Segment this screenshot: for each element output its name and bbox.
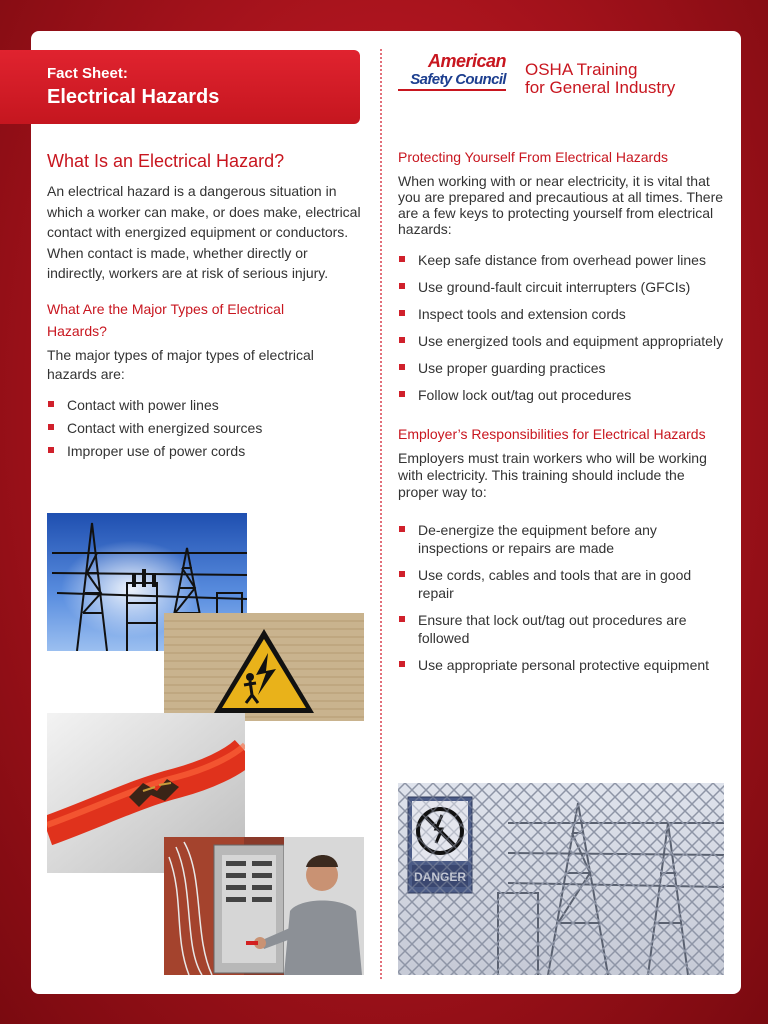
bullet-icon — [399, 526, 405, 532]
list-item-text: Contact with energized sources — [67, 419, 263, 436]
electrician-panel-photo — [164, 837, 364, 975]
logo-line-2: Safety Council — [410, 71, 506, 88]
list-item — [398, 278, 728, 296]
protecting-list — [398, 251, 728, 404]
bullet-icon — [399, 616, 405, 622]
logo-line-1: American — [427, 51, 506, 71]
list-item-text: Improper use of power cords — [67, 442, 246, 459]
list-item-text: Use proper guarding practices — [418, 360, 606, 376]
fenced-substation-photo — [398, 783, 724, 975]
protecting-intro: When working with or near electricity, it is vital that you are prepared and precautious at all times. There are a few keys to protecting yourself from electrical hazards: — [398, 173, 724, 237]
banner-label: Fact Sheet: — [47, 65, 128, 82]
bullet-icon — [399, 256, 405, 262]
list-item — [398, 386, 728, 404]
column-divider — [380, 49, 382, 979]
list-item-text: Contact with power lines — [67, 396, 219, 413]
list-item — [398, 305, 728, 323]
bullet-icon — [399, 364, 405, 370]
bullet-icon — [399, 571, 405, 577]
list-item — [47, 442, 362, 460]
hazard-types-intro: The major types of major types of electrical hazards are: — [47, 346, 314, 382]
list-item — [398, 611, 728, 647]
bullet-icon — [399, 391, 405, 397]
list-item-text: Keep safe distance from overhead power lines — [418, 252, 706, 268]
list-item — [47, 396, 362, 414]
employer-heading: Employer’s Responsibilities for Electrical Hazards — [398, 426, 706, 442]
title-banner — [0, 50, 360, 124]
banner-title: Electrical Hazards — [47, 86, 220, 108]
bullet-icon — [48, 424, 54, 430]
list-item-text: Use appropriate personal protective equipment — [418, 657, 710, 673]
list-item-text: Ensure that lock out/tag out procedures are followed — [418, 612, 687, 646]
logo-underline — [398, 89, 506, 91]
list-item — [398, 656, 728, 674]
right-column — [398, 147, 728, 674]
list-item-text: Inspect tools and extension cords — [418, 306, 626, 322]
bullet-icon — [48, 447, 54, 453]
list-item-text: De-energize the equipment before any inspections or repairs are made — [418, 522, 657, 556]
osha-header — [525, 61, 675, 97]
bullet-icon — [399, 661, 405, 667]
list-item — [398, 521, 728, 557]
list-item-text: Use energized tools and equipment appropriately — [418, 333, 724, 349]
electrical-hazard-heading: What Is an Electrical Hazard? — [47, 151, 285, 171]
bullet-icon — [48, 401, 54, 407]
list-item-text: Use cords, cables and tools that are in good repair — [418, 567, 692, 601]
osha-header-line-1: OSHA Training — [525, 60, 638, 79]
list-item — [398, 251, 728, 269]
employer-intro: Employers must train workers who will be working with electricity. This training should include the proper way to: — [398, 450, 707, 500]
fact-sheet — [31, 31, 741, 994]
bullet-icon — [399, 283, 405, 289]
list-item-text: Follow lock out/tag out procedures — [418, 387, 632, 403]
list-item — [47, 419, 362, 437]
american-safety-council-logo — [398, 51, 506, 97]
bullet-icon — [399, 337, 405, 343]
hazard-types-heading: What Are the Major Types of Electrical Hazards? — [47, 300, 285, 339]
list-item — [398, 332, 728, 350]
hazard-types-list — [47, 396, 362, 460]
list-item — [398, 566, 728, 602]
employer-list — [398, 521, 728, 674]
list-item-text: Use ground-fault circuit interrupters (GFCIs) — [418, 279, 691, 295]
warning-sign-photo — [164, 613, 364, 721]
protecting-heading: Protecting Yourself From Electrical Hazards — [398, 149, 668, 165]
left-column — [47, 149, 362, 460]
bullet-icon — [399, 310, 405, 316]
osha-header-line-2: for General Industry — [525, 78, 676, 97]
list-item — [398, 359, 728, 377]
electrical-hazard-definition: An electrical hazard is a dangerous situation in which a worker can make, or does make, electrical contact with energized equipment or conductors. When contact is made, whether directly or indirectly, workers are at risk of serious injury. — [47, 183, 361, 281]
